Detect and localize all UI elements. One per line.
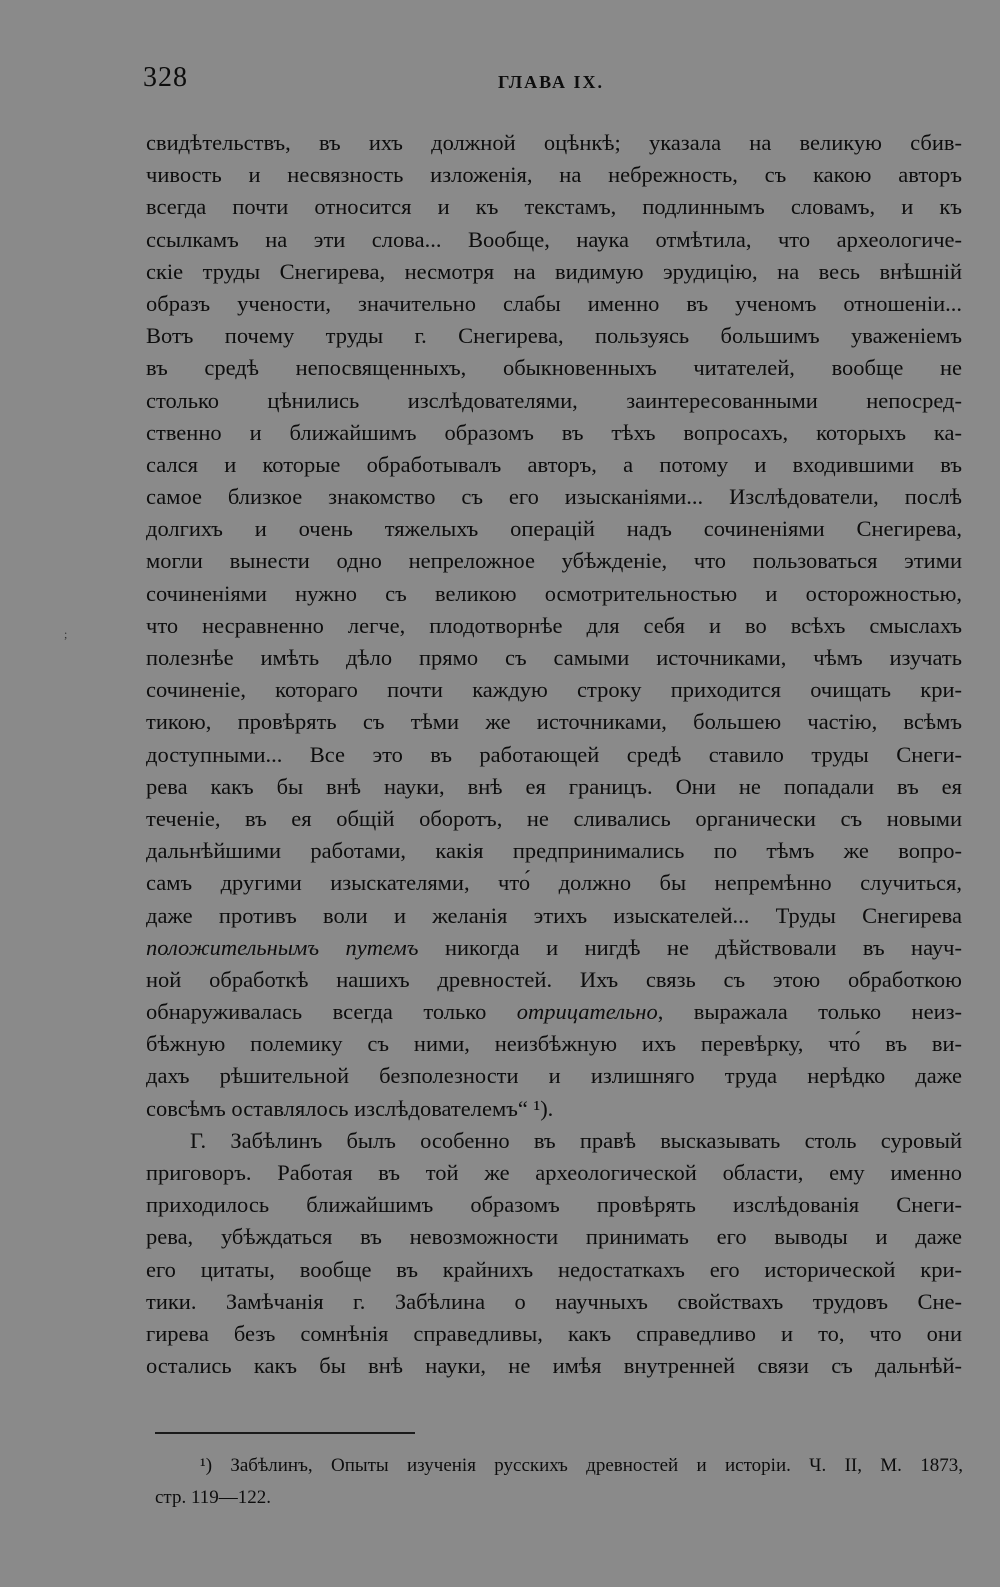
text-line: свидѣтельствъ, въ ихъ должной оцѣнкѣ; указала на великую сбив- <box>146 130 962 155</box>
text-line-italic <box>146 932 962 964</box>
text-line: дальнѣйшими работами, какія предпринимались по тѣмъ же вопро- <box>146 838 962 864</box>
text-line: теченіе, въ ея общій оборотъ, не сливались органически съ новыми <box>146 805 962 831</box>
text-line: долгихъ и очень тяжелыхъ операцій надъ сочиненіями Снегирева, <box>146 516 962 542</box>
text-line: въ средѣ непосвященныхъ, обыкновенныхъ читателей, вообще не <box>146 355 962 381</box>
text-line: рева, убѣждаться въ невозможности принимать его выводы и даже <box>146 1224 962 1250</box>
text-line: дахъ рѣшительной безполезности и излишняго труда нерѣдко даже <box>146 1063 962 1089</box>
text-line: его цитаты, вообще въ крайнихъ недостаткахъ его исторической кри- <box>146 1256 962 1282</box>
text-line: даже противъ воли и желанія этихъ изыскателей... Труды Снегирева <box>146 902 962 928</box>
text-line: сочиненіями нужно съ великою осмотрительностью и осторожностью, <box>146 580 962 606</box>
text-line: гирева безъ сомнѣнія справедливы, какъ справедливо и то, что они <box>146 1320 962 1346</box>
text-line: сочиненіе, котораго почти каждую строку приходится очищать кри- <box>146 677 962 703</box>
page-header <box>143 62 958 102</box>
text-line: рева какъ бы внѣ науки, внѣ ея границъ. Они не попадали въ ея <box>146 773 962 799</box>
text-line: тикою, провѣрять съ тѣми же источниками, большею частію, всѣмъ <box>146 709 962 735</box>
line-start: обнаруживалась всегда только <box>146 999 517 1025</box>
text-line: чивость и несвязность изложенія, на небрежность, съ какою авторъ <box>146 162 962 188</box>
text-line: самое близкое знакомство съ его изысканіями... Изслѣдователи, послѣ <box>146 484 962 510</box>
text-line: всегда почти относится и къ текстамъ, подлиннымъ словамъ, и къ <box>146 194 962 220</box>
text-line: тики. Замѣчанія г. Забѣлина о научныхъ свойствахъ трудовъ Сне- <box>146 1288 962 1314</box>
text-line: ссылкамъ на эти слова... Вообще, наука отмѣтила, что археологиче- <box>146 226 962 252</box>
text-line-italic <box>146 996 962 1028</box>
italic-word: отрицательно <box>516 999 658 1025</box>
text-line: приговоръ. Работая въ той же археологической области, ему именно <box>146 1160 962 1185</box>
text-line: приходилось ближайшимъ образомъ провѣрять изслѣдованія Снеги- <box>146 1192 962 1218</box>
text-line-quote-end: совсѣмъ оставлялось изслѣдователемъ“ ¹). <box>146 1095 554 1121</box>
text-line: ной обработкѣ нашихъ древностей. Ихъ связь съ этою обработкою <box>146 966 962 992</box>
footnote-line: ¹) Забѣлинъ, Опыты изученія русскихъ древностей и исторіи. Ч. II, М. 1873, <box>200 1455 963 1476</box>
paragraph-start: Г. Забѣлинъ былъ особенно въ правѣ высказывать столь суровый <box>190 1127 962 1153</box>
text-line: могли вынести одно непреложное убѣжденіе, что пользоваться этими <box>146 548 962 574</box>
text-line: доступными... Все это въ работающей средѣ ставило труды Снеги- <box>146 741 962 767</box>
text-line: Вотъ почему труды г. Снегирева, пользуясь большимъ уваженіемъ <box>146 323 962 349</box>
text-line: образъ учености, значительно слабы именно въ ученомъ отношеніи... <box>146 290 962 316</box>
line-rest: , выражала только неиз- <box>657 999 962 1025</box>
text-line: самъ другими изыскателями, что́ должно бы непремѣнно случиться, <box>146 870 962 896</box>
text-line: ственно и ближайшимъ образомъ въ тѣхъ вопросахъ, которыхъ ка- <box>146 419 962 445</box>
footnote-line: стр. 119—122. <box>155 1487 272 1508</box>
main-text <box>146 127 962 1382</box>
text-line: бѣжную полемику съ ними, неизбѣжную ихъ перевѣрку, что́ въ ви- <box>146 1031 962 1057</box>
text-line: остались какъ бы внѣ науки, не имѣя внутренней связи съ дальнѣй- <box>146 1353 962 1379</box>
margin-mark: ; <box>64 627 68 641</box>
text-line: сался и которые обработывалъ авторъ, а потому и входившими въ <box>146 451 962 477</box>
footnote <box>155 1450 963 1514</box>
text-line: что несравненно легче, плодотворнѣе для себя и во всѣхъ смыслахъ <box>146 612 962 638</box>
footnote-divider <box>155 1432 415 1434</box>
italic-phrase: положительнымъ путемъ <box>146 934 419 960</box>
text-line: скіе труды Снегирева, несмотря на видимую эрудицію, на весь внѣшній <box>146 258 962 284</box>
line-rest: никогда и нигдѣ не дѣйствовали въ науч- <box>418 934 962 960</box>
text-line: столько цѣнились изслѣдователями, заинтересованными непосред- <box>146 387 962 413</box>
page-number: 328 <box>143 62 188 93</box>
text-line: полезнѣе имѣть дѣло прямо съ самыми источниками, чѣмъ изучать <box>146 645 962 670</box>
running-title: ГЛАВА IX. <box>498 72 605 92</box>
